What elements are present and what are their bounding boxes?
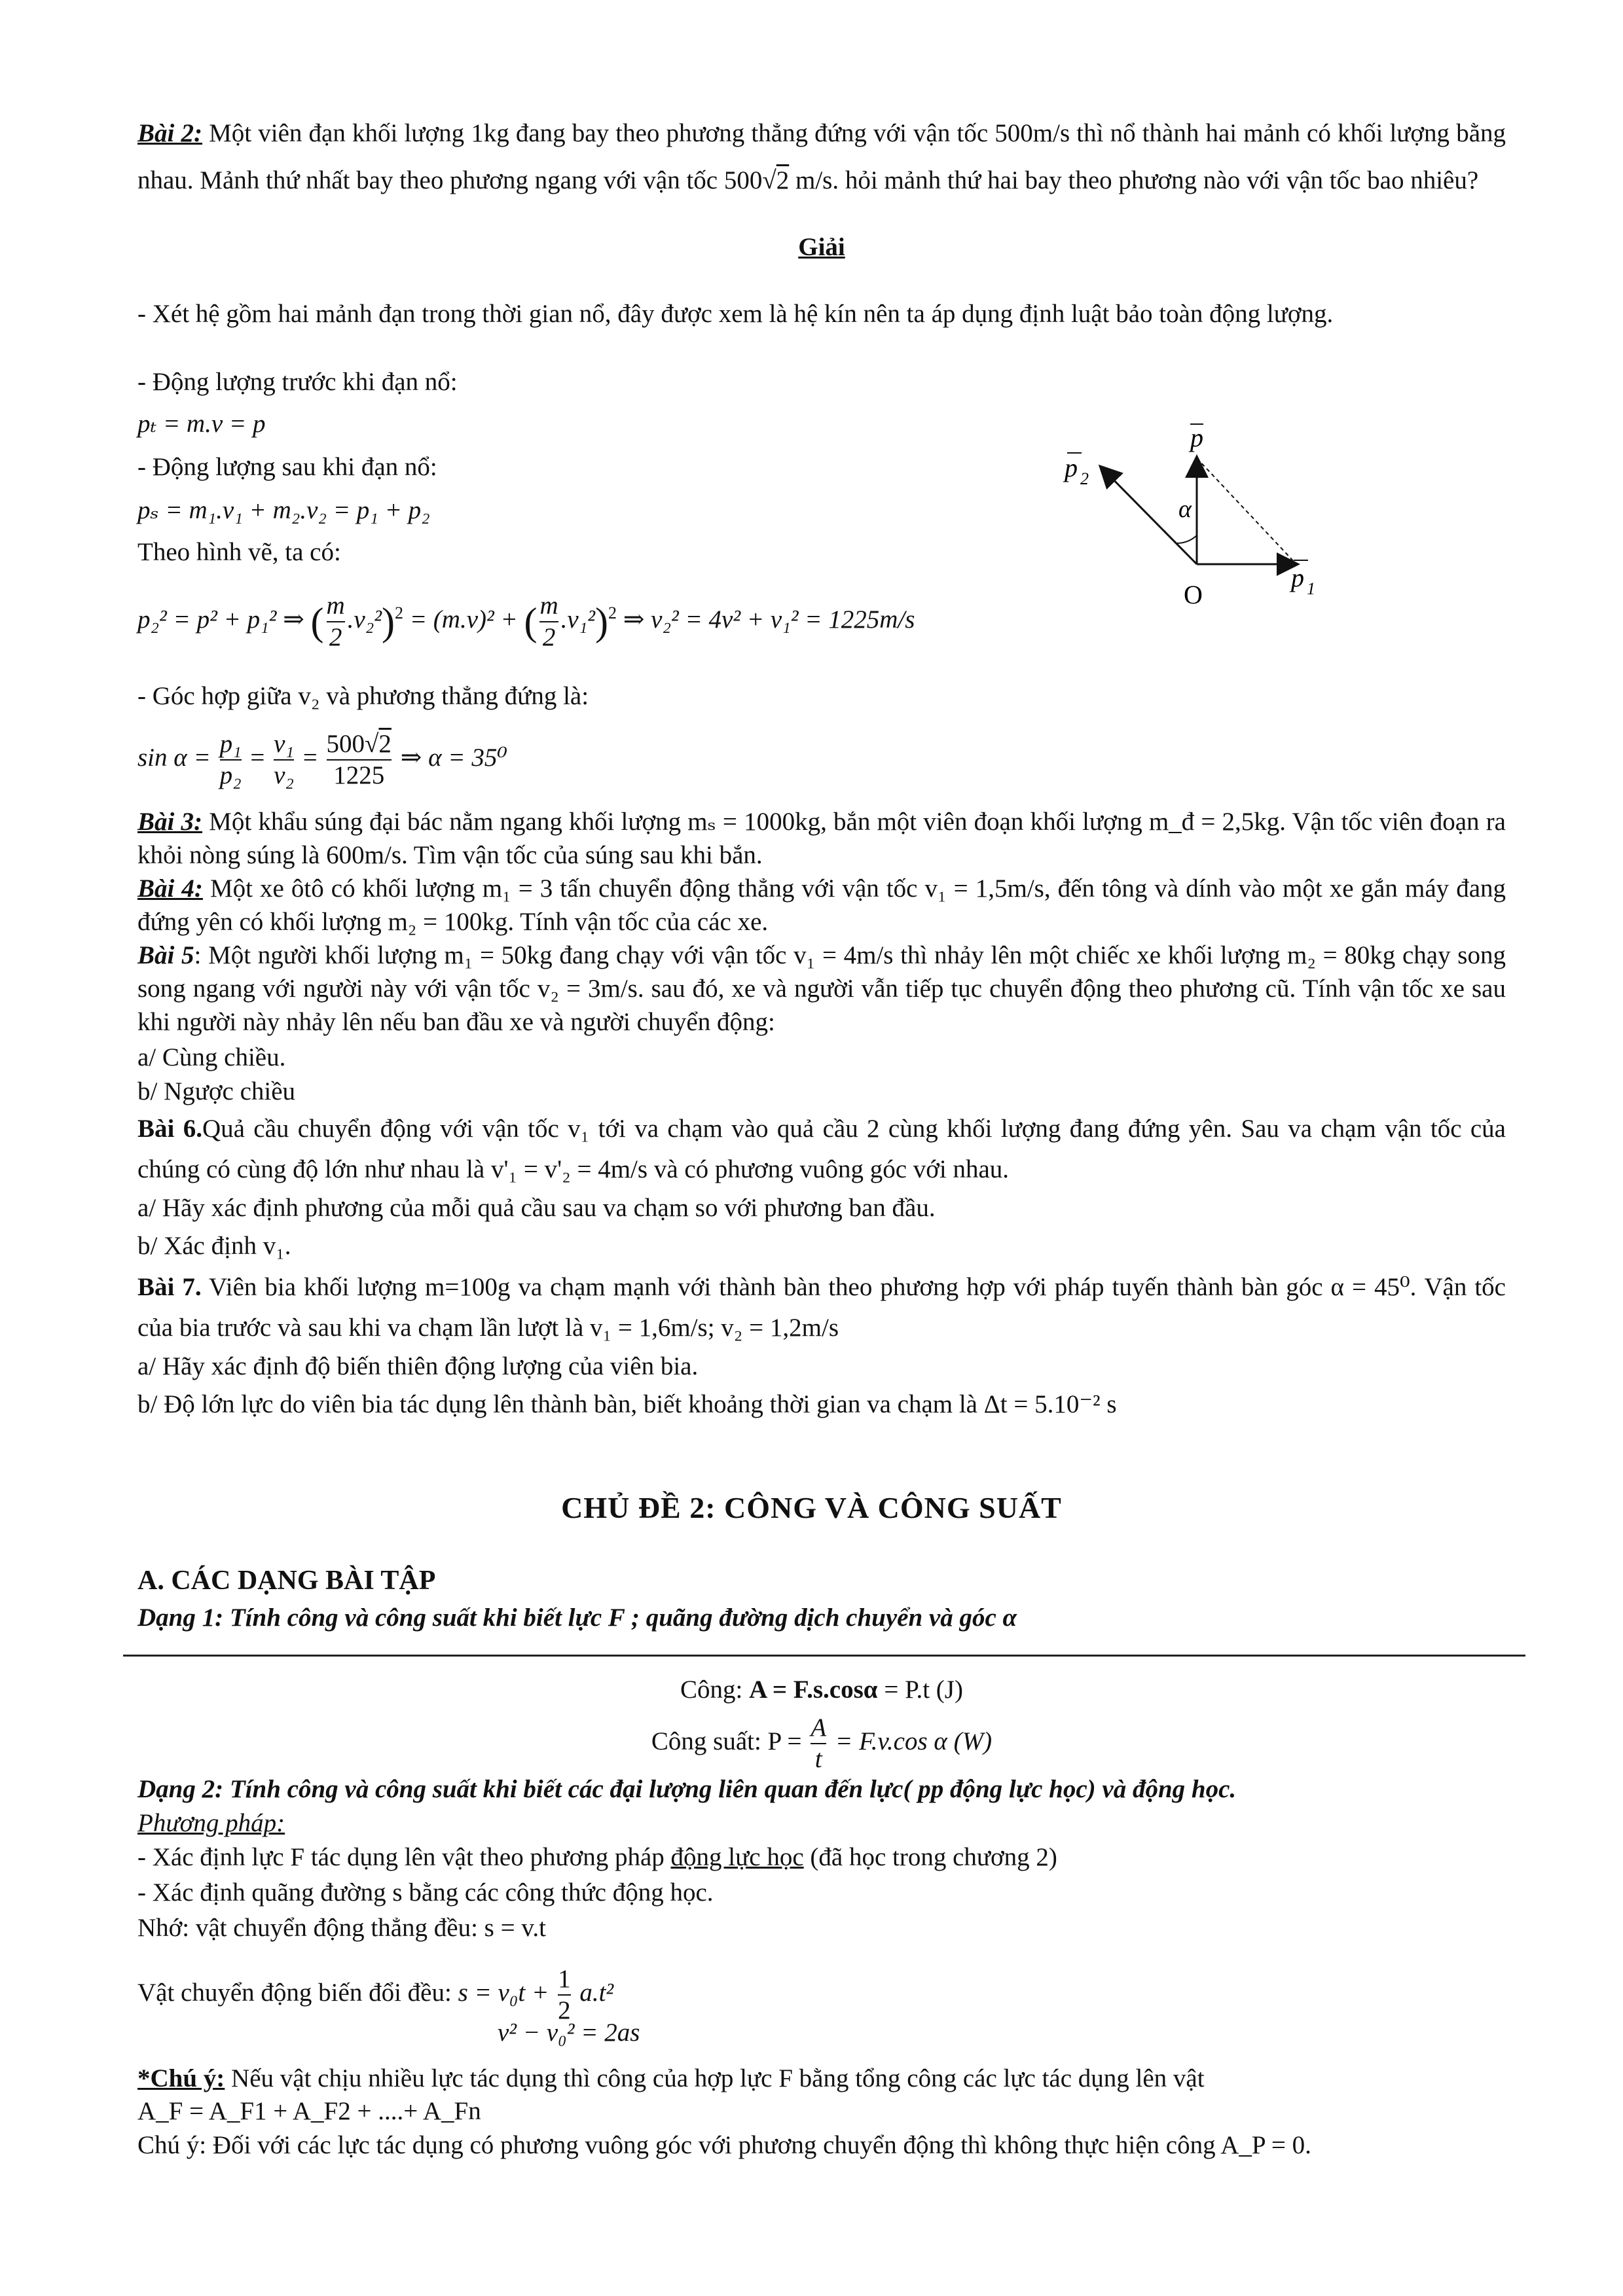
problem-2-sqrt2: 2: [776, 166, 790, 194]
section-divider: [123, 1655, 1525, 1657]
problem-2-v1-value: 500: [723, 166, 763, 194]
solution-step-3: - Động lượng sau khi đạn nổ:: [137, 453, 437, 481]
origin-label: O: [1184, 580, 1203, 609]
problem-2-text-1: Một viên đạn khối lượng 1kg đang bay theo phương thẳng đứng với vận tốc 500m/s thì nổ thành hai mảnh có khối lượng bằng nhau. Mảnh thứ nhất bay theo phương ngang với vận tốc: [137, 119, 1506, 194]
problem-5-a: a/ Cùng chiều.: [137, 1043, 286, 1071]
problem-2: Bài 2: Một viên đạn khối lượng 1kg đang bay theo phương thẳng đứng với vận tốc 500m/s thì nổ thành hai mảnh có khối lượng bằng nhau. Mảnh thứ nhất bay theo phương ngang với vận tốc 500√2 m/s. hỏi mảnh thứ hai bay theo phương nào với vận tốc bao nhiêu?: [137, 119, 1506, 194]
problem-2-label: Bài 2:: [137, 119, 202, 147]
problem-5-b: b/ Ngược chiều: [137, 1077, 296, 1105]
note-1-formula: A_F = A_F1 + A_F2 + ....+ A_Fn: [137, 2097, 481, 2125]
equation-momentum-before: pₜ = m.v = p: [137, 410, 266, 438]
problem-7: Bài 7. Viên bia khối lượng m=100g va chạm mạnh với thành bàn theo phương hợp với pháp tuyến thành bàn góc α = 45⁰. Vận tốc của bia trước và sau khi va chạm lần lượt là v₁ = 1,6m/s; v₂ = 1,2m/s: [137, 1273, 1506, 1342]
problem-2-text-2: m/s. hỏi mảnh thứ hai bay theo phương nào với vận tốc bao nhiêu?: [789, 166, 1479, 194]
alpha-label: α: [1178, 495, 1192, 523]
problem-3: Bài 3: Một khẩu súng đại bác nằm ngang khối lượng mₛ = 1000kg, bắn một viên đoạn khối lượng m_đ = 2,5kg. Vận tốc viên đoạn ra khỏi nòng súng là 600m/s. Tìm vận tốc của súng sau khi bắn.: [137, 808, 1506, 869]
velocity-formula: v² − v₀² = 2as: [498, 2018, 640, 2047]
problem-6: Bài 6.Quả cầu chuyển động với vận tốc v₁ tới va chạm vào quả cầu 2 cùng khối lượng đang đứng yên. Sau va chạm vận tốc của chúng có cùng độ lớn như nhau là v'₁ = v'₂ = 4m/s và có phương vuông góc với nhau.: [137, 1115, 1506, 1183]
uniform-motion-note: Nhớ: vật chuyển động thẳng đều: s = v.t: [137, 1914, 546, 1942]
solution-step-4: Theo hình vẽ, ta có:: [137, 538, 341, 566]
method-step-1: - Xác định lực F tác dụng lên vật theo phương pháp động lực học (đã học trong chương 2): [137, 1843, 1057, 1871]
note-1: *Chú ý: Nếu vật chịu nhiều lực tác dụng thì công của hợp lực F bằng tổng công các lực tác dụng lên vật: [137, 2064, 1205, 2092]
note-2: Chú ý: Đối với các lực tác dụng có phương vuông góc với phương chuyển động thì không thực hiện công A_P = 0.: [137, 2131, 1311, 2159]
power-formula: Công suất: P = $\frac{A}{t}$ = F.v.cos α (W): [651, 1713, 993, 1774]
solution-title: Giải: [798, 233, 845, 261]
problem-7-a: a/ Hãy xác định độ biến thiên động lượng của viên bia.: [137, 1352, 699, 1380]
problem-7-b: b/ Độ lớn lực do viên bia tác dụng lên thành bàn, biết khoảng thời gian va chạm là Δt = 5.10⁻² s: [137, 1390, 1117, 1418]
type-2-heading: Dạng 2: Tính công và công suất khi biết các đại lượng liên quan đến lực( pp động lực học) và động học.: [137, 1775, 1237, 1803]
p2-subscript: 2: [1080, 469, 1089, 488]
section-a-heading: A. CÁC DẠNG BÀI TẬP: [137, 1566, 436, 1596]
parallelogram-dash: [1197, 458, 1296, 564]
problem-4: Bài 4: Một xe ôtô có khối lượng m₁ = 3 tấn chuyển động thẳng với vận tốc v₁ = 1,5m/s, đến tông và dính vào một xe gắn máy đang đứng yên có khối lượng m₂ = 100kg. Tính vận tốc của các xe.: [137, 874, 1506, 936]
solution-step-5: - Góc hợp giữa v₂ và phương thẳng đứng là:: [137, 682, 589, 710]
problem-6-b: b/ Xác định v₁.: [137, 1232, 291, 1260]
p-label: p: [1190, 423, 1203, 452]
p2-label: p: [1065, 453, 1078, 482]
problem-6-a: a/ Hãy xác định phương của mỗi quả cầu sau va chạm so với phương ban đầu.: [137, 1194, 936, 1222]
method-step-2: - Xác định quãng đường s bằng các công thức động học.: [137, 1878, 714, 1907]
type-1-heading: Dạng 1: Tính công và công suất khi biết lực F ; quãng đường dịch chuyển và góc α: [137, 1604, 1017, 1632]
p1-label: p: [1291, 563, 1304, 592]
angle-arc: [1176, 535, 1197, 543]
equation-angle: sin α = $\frac{\text{p₁}}{\text{p₂}}$ = $\frac{\text{v₁}}{\text{v₂}}$ = $\frac{500√2}{1225}$ ⇒ α = 35⁰: [137, 730, 508, 790]
p1-subscript: 1: [1307, 579, 1315, 598]
solution-step-1: - Xét hệ gồm hai mảnh đạn trong thời gian nổ, đây được xem là hệ kín nên ta áp dụng định luật bảo toàn động lượng.: [137, 300, 1334, 328]
method-heading: Phương pháp:: [137, 1809, 285, 1837]
topic-title: CHỦ ĐỀ 2: CÔNG VÀ CÔNG SUẤT: [561, 1491, 1062, 1524]
equation-pythagoras: p₂² = p² + p₁² ⇒ ( $\frac{m}{2}$ .v₂²)$^2$ = (m.v)² + ( $\frac{m}{2}$ .v₁²)$^2$ ⇒ v₂² = 4v² + v₁² = 1225m/s: [137, 592, 915, 652]
solution-step-2: - Động lượng trước khi đạn nổ:: [137, 368, 458, 396]
problem-5: Bài 5: Một người khối lượng m₁ = 50kg đang chạy với vận tốc v₁ = 4m/s thì nhảy lên một chiếc xe khối lượng m₂ = 80kg chạy song song ngang với người này với vận tốc v₂ = 3m/s. sau đó, xe và người vẫn tiếp tục chuyển động theo phương cũ. Tính vận tốc xe sau khi người này nhảy lên nếu ban đầu xe và người chuyển động:: [137, 941, 1506, 1036]
solution-heading: [137, 230, 1506, 264]
vector-diagram: [1048, 412, 1336, 615]
work-formula: Công: A = F.s.cosα = P.t (J): [680, 1676, 963, 1704]
equation-momentum-after: pₛ = m₁.v₁ + m₂.v₂ = p₁ + p₂: [137, 496, 430, 524]
accelerated-motion: Vật chuyển động biến đổi đều: s = v₀t + $\frac{1}{2}$ a.t²: [137, 1965, 614, 2025]
